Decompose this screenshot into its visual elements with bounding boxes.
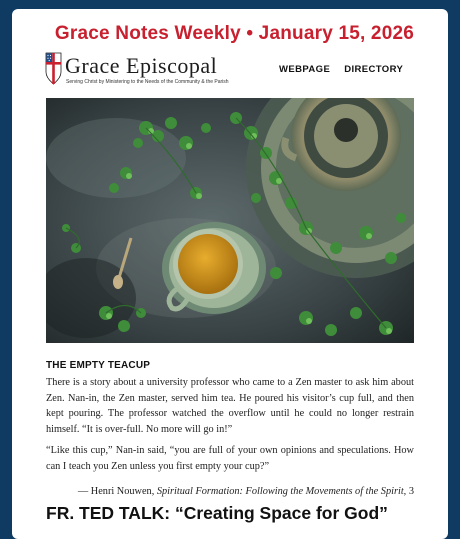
article-paragraph-1: There is a story about a university professor who came to a Zen master to ask him about Zen. Nan-in, the Zen master, served him tea. He poured his visitor’s cup full, and then kept pouring. The professor watched the overflow until he could no longer restrain himself. “It is over-full. No more will go in!” bbox=[46, 377, 414, 435]
article-body bbox=[46, 360, 414, 497]
article-attribution bbox=[46, 486, 414, 497]
brand-tagline: Serving Christ by Ministering to the Needs of the Community & the Parish bbox=[66, 79, 229, 85]
attribution-page: 3 bbox=[406, 486, 414, 497]
article-heading: THE EMPTY TEACUP bbox=[46, 360, 151, 371]
teacup-illustration bbox=[46, 98, 414, 343]
nav-directory-link[interactable]: DIRECTORY bbox=[344, 64, 404, 75]
next-section-title: FR. TED TALK: “Creating Space for God” bbox=[46, 503, 388, 523]
brand-logo[interactable] bbox=[45, 52, 245, 88]
newsletter-title: Grace Notes Weekly • January 15, 2026 bbox=[54, 23, 414, 44]
attribution-work: Spiritual Formation: Following the Movements of the Spirit, bbox=[156, 486, 407, 497]
hero-image bbox=[46, 98, 414, 343]
attribution-author: — Henri Nouwen, bbox=[77, 486, 157, 497]
nav-webpage-link[interactable]: WEBPAGE bbox=[279, 64, 331, 75]
article-paragraph-2: “Like this cup,” Nan-in said, “you are full of your own opinions and speculations. How can I teach you Zen unless you first empty your cup?” bbox=[46, 445, 414, 472]
episcopal-shield-icon bbox=[45, 52, 62, 85]
top-nav bbox=[279, 64, 403, 75]
brand-name: Grace Episcopal bbox=[65, 53, 218, 78]
newsletter-card bbox=[12, 9, 448, 539]
